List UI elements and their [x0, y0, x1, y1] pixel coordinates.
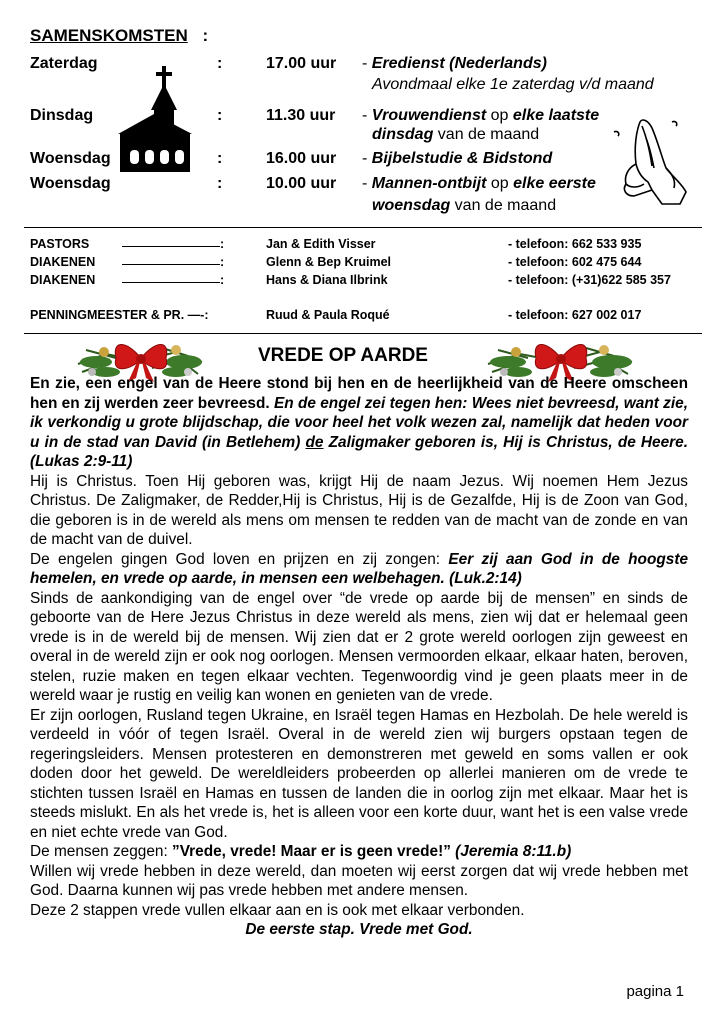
contact-names: Ruud & Paula Roqué	[266, 308, 390, 322]
schedule-day: Dinsdag	[30, 107, 94, 124]
leader-line	[122, 246, 220, 247]
schedule-desc-line2: Avondmaal elke 1e zaterdag v/d maand	[372, 76, 654, 93]
schedule-desc-line2: dinsdag van de maand	[372, 126, 540, 143]
contact-role: PASTORS	[30, 237, 90, 251]
schedule-desc: - Vrouwendienst op elke laatste	[362, 107, 600, 124]
contact-names: Jan & Edith Visser	[266, 237, 376, 251]
heading-colon: :	[202, 26, 209, 45]
paragraph: De mensen zeggen: ”Vrede, vrede! Maar er is geen vrede!” (Jeremia 8:11.b)	[30, 843, 572, 860]
article-title: VREDE OP AARDE	[258, 345, 428, 366]
paragraph: Er zijn oorlogen, Rusland tegen Ukraine, en Israël tegen Hamas en Hezbolah. De hele wereld is verdeeld in vóór of tegen Israël. Overal in de wereld zien wij burgers opstaan tegen de regeringsleiders. Mensen protesteren en demonstreren met geweld en soms vallen er ook doden door het geweld. De wereldleiders probeerden op allerlei manieren om de vrede te stichten tussen Israël en Hamas en tussen de landen die in oorlog zijn met elkaar. Maar het is steeds mislukt. En als het vrede is, het is alleen voor een korte duur, want het is een valse vrede en niet echte vrede van God.	[30, 706, 688, 841]
schedule-day: Woensdag	[30, 150, 111, 167]
paragraph: Sinds de aankondiging van de engel over “de vrede op aarde bij de mensen” en sinds de geboorte van de Here Jezus Christus in deze wereld als mens, zien wij dat er helemaal geen vrede is in de wereld bij de mensen. Wij zien dat er 2 grote wereld oorlogen zijn geweest en overal in de wereld zijn er ook nog oorlogen. Mensen vermoorden elkaar, elkaar haten, beroven, stelen, ruzie maken en tegen elkaar vechten. Tegenwoordig vind je geen plaats meer in de wereld waar je rustig en veilig kan wonen en genieten van de vrede.	[30, 589, 688, 704]
paragraph: Hij is Christus. Toen Hij geboren was, krijgt Hij de naam Jezus. Wij noemen Hem Jezus Christus. De Zaligmaker, de Redder,Hij is Christus, Hij is de Gezalfde, Hij is de Zoon van God, die geboren is in de wereld als mens om mensen te redden van de macht van de zonde en van de macht van de duivel.	[30, 472, 688, 548]
contact-colon: :	[220, 255, 225, 269]
paragraph: Willen wij vrede hebben in deze wereld, dan moeten wij eerst zorgen dat wij vrede hebben met God. Daarna kunnen wij pas vrede hebben met andere mensen.	[30, 862, 688, 899]
contact-row	[30, 237, 690, 255]
contact-role: DIAKENEN	[30, 273, 96, 287]
schedule-heading	[30, 26, 208, 46]
schedule-heading-text: SAMENSKOMSTEN	[30, 26, 188, 45]
schedule-colon: :	[217, 175, 223, 192]
paragraph: Deze 2 stappen vrede vullen elkaar aan en is ook met elkaar verbonden.	[30, 901, 525, 919]
paragraph-subheading: De eerste stap. Vrede met God.	[245, 921, 473, 938]
contact-row	[30, 273, 690, 291]
paragraph: En zie, een engel van de Heere stond bij hen en de heerlijkheid van de Heere omscheen hen en zij werden zeer bevreesd. En de engel zei tegen hen: Wees niet bevreesd, want zie, ik verkondig u grote blijdschap, die voor heel het volk wezen zal, namelijk dat heden voor u in de stad van David (in Betlehem) de Zaligmaker geboren is, Hij is Christus, de Heere.(Lukas 2:9-11)	[30, 375, 688, 470]
schedule-day: Woensdag	[30, 175, 111, 192]
contact-phone: - telefoon: 662 533 935	[508, 237, 642, 251]
schedule-colon: :	[217, 107, 223, 124]
contact-colon: :	[220, 237, 225, 251]
paragraph: De engelen gingen God loven en prijzen en zij zongen: Eer zij aan God in de hoogste hemelen, en vrede op aarde, in mensen een welbehagen. (Luk.2:14)	[30, 550, 689, 587]
page-number: pagina 1	[626, 983, 684, 1000]
contact-row	[30, 308, 690, 326]
contact-colon: :	[220, 273, 225, 287]
contact-role: PENNINGMEESTER & PR. —-:	[30, 308, 209, 322]
contact-names: Hans & Diana Ilbrink	[266, 273, 388, 287]
contact-names: Glenn & Bep Kruimel	[266, 255, 392, 269]
schedule-colon: :	[217, 150, 223, 167]
contact-phone: - telefoon: 602 475 644	[508, 255, 642, 269]
schedule-desc: - Mannen-ontbijt op elke eerste	[362, 175, 596, 192]
schedule-time: 10.00 uur	[266, 175, 337, 192]
church-icon	[114, 66, 198, 174]
schedule-colon: :	[217, 55, 223, 72]
schedule-desc: - Eredienst (Nederlands)	[362, 55, 547, 72]
schedule-time: 11.30 uur	[266, 107, 336, 124]
schedule-time: 17.00 uur	[266, 55, 337, 72]
contact-phone: - telefoon: (+31)622 585 357	[508, 273, 671, 287]
contact-role: DIAKENEN	[30, 255, 96, 269]
article-body	[30, 374, 688, 940]
praying-hands-icon	[612, 118, 690, 208]
contact-phone: - telefoon: 627 002 017	[508, 308, 642, 322]
leader-line	[122, 282, 220, 283]
divider	[24, 227, 702, 228]
schedule-time: 16.00 uur	[266, 150, 337, 167]
leader-line	[122, 264, 220, 265]
schedule-desc: - Bijbelstudie & Bidstond	[362, 150, 553, 167]
schedule-day: Zaterdag	[30, 55, 98, 72]
schedule-desc-line2: woensdag van de maand	[372, 197, 557, 214]
contact-row	[30, 255, 690, 273]
